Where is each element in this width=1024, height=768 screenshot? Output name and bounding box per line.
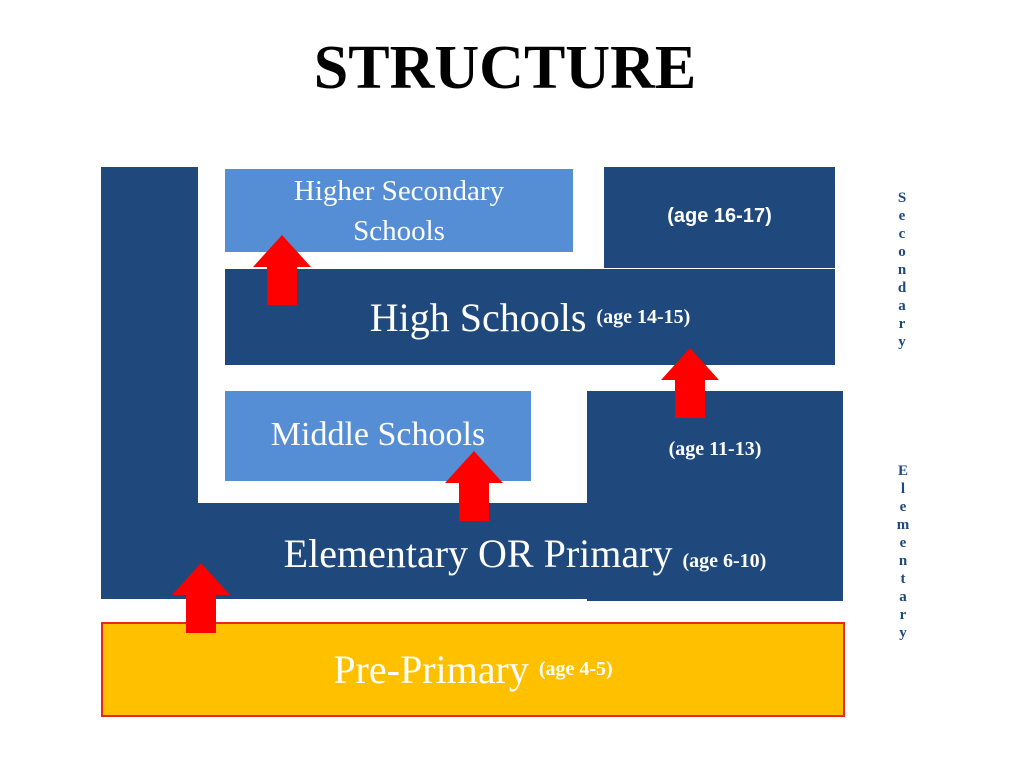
higher-secondary-age: (age 16-17) — [667, 205, 772, 227]
pre-primary-box — [101, 622, 845, 717]
side-label-letter: d — [897, 280, 907, 296]
up-arrow-icon — [444, 450, 504, 522]
side-label-letter: r — [898, 316, 906, 332]
side-label-letter: r — [899, 607, 907, 623]
side-label-letter: S — [897, 190, 907, 206]
high-schools-age: (age 14-15) — [596, 305, 691, 328]
side-label-letter: o — [898, 244, 906, 260]
side-label-letter: E — [897, 463, 908, 479]
side-label-letter: n — [897, 262, 907, 278]
side-label-letter: a — [898, 298, 906, 314]
side-label-letter: e — [898, 208, 906, 224]
high-schools-name: High Schools — [369, 294, 587, 340]
up-arrow-icon — [171, 562, 231, 634]
side-label-letter: m — [896, 517, 910, 533]
up-arrow-icon — [660, 347, 720, 419]
side-label-letter: l — [900, 481, 906, 497]
pre-primary-name: Pre-Primary — [333, 647, 529, 692]
secondary-side-label — [887, 189, 917, 351]
elementary-name: Elementary OR Primary — [283, 531, 673, 576]
side-label-letter: n — [898, 553, 908, 569]
high-schools-box — [225, 269, 835, 365]
side-label-letter: e — [899, 535, 907, 551]
up-arrow-icon — [252, 234, 312, 306]
elementary-text — [225, 528, 825, 587]
side-label-letter: t — [900, 571, 906, 587]
side-label-letter: e — [899, 499, 907, 515]
elementary-side-label — [888, 462, 918, 642]
page-title: STRUCTURE — [313, 34, 697, 102]
side-label-letter: y — [898, 334, 906, 350]
side-label-letter: c — [898, 226, 906, 242]
side-label-letter: y — [899, 625, 907, 641]
higher-secondary-age-box — [604, 167, 835, 268]
middle-schools-name: Middle Schools — [270, 416, 486, 453]
side-label-letter: a — [899, 589, 907, 605]
elementary-age: (age 6-10) — [682, 550, 767, 572]
middle-age: (age 11-13) — [668, 438, 762, 460]
pre-primary-age: (age 4-5) — [538, 658, 613, 680]
higher-secondary-name: Higher Secondary Schools — [293, 174, 505, 247]
